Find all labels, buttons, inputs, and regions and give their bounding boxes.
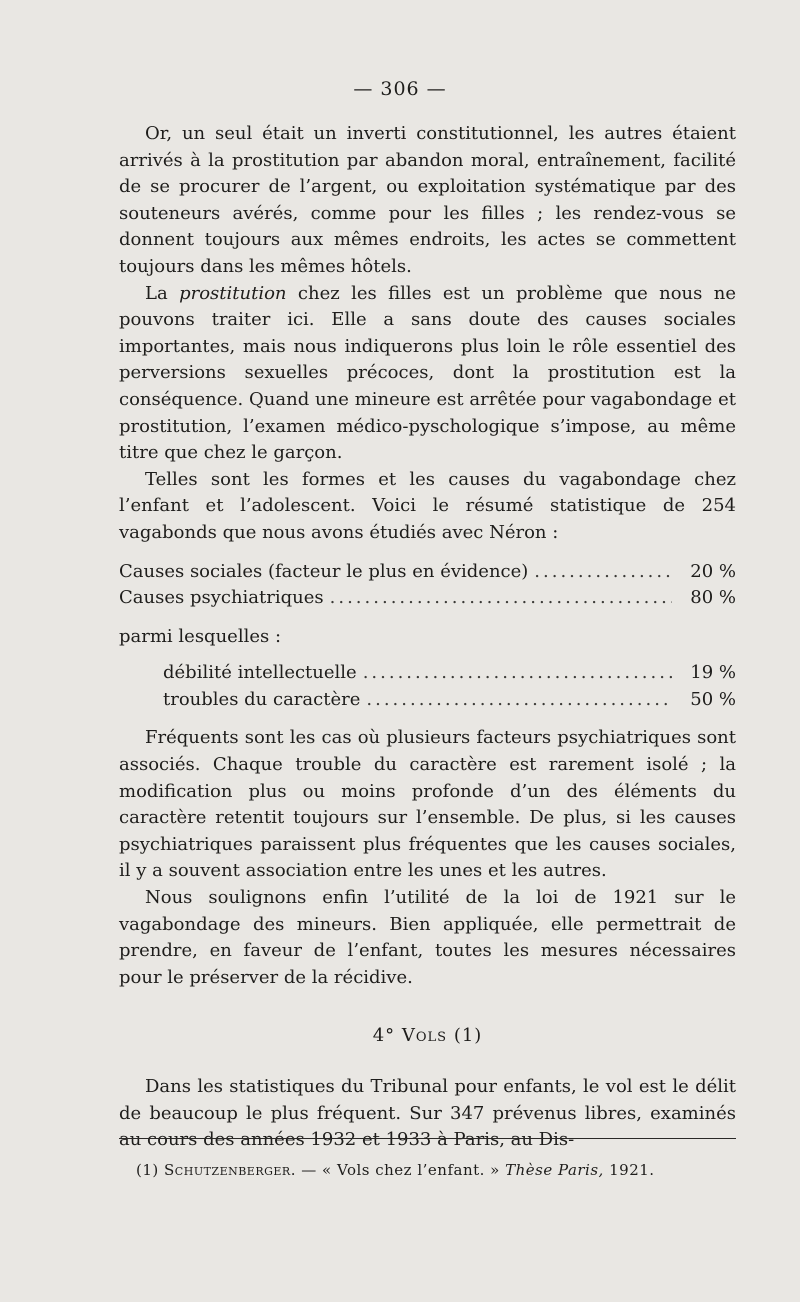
section-heading <box>119 1023 736 1050</box>
dot-leader <box>330 585 672 612</box>
body-text <box>119 121 736 1154</box>
dot-leader <box>534 559 672 586</box>
footnote-year: 1921. <box>609 1161 655 1179</box>
footnote-source: Thèse Paris, <box>505 1161 604 1179</box>
paragraph-inverti: Or, un seul était un inverti constitutionnel, les autres étaient arrivés à la prostitution par abandon moral, entraînement, facilité de se procurer de l’argent, ou exploitation systématique par des souteneurs avérés, comme pour les filles ; les rendez-vous se donnent toujours aux mêmes endroits, les actes se commettent toujours dans les mêmes hôtels. <box>119 123 736 277</box>
stat-row-character-disorders <box>119 687 736 714</box>
dot-leader <box>363 660 672 687</box>
stat-label: débilité intellectuelle <box>163 662 357 684</box>
paragraph-prostitution-lead: La <box>145 282 180 304</box>
stat-label: troubles du caractère <box>163 688 361 710</box>
footnote-dash: — <box>301 1161 317 1179</box>
paragraph-prostitution-rest: chez les filles est un problème que nous ne pouvons traiter ici. Elle a sans doute des causes sociales importantes, mais nous indiquerons plus loin le rôle essentiel des perversions sexuelles précoces, dont la prostitution est la conséquence. Quand une mineure est arrêtée pour vagabondage et prostitution, l’examen médico-pyschologique s’impose, au même titre que chez le garçon. <box>119 282 737 464</box>
stat-value: 50 % <box>690 688 736 710</box>
stat-label: Causes psychiatriques <box>119 587 324 609</box>
footnote-title: « Vols chez l’enfant. » <box>322 1161 500 1179</box>
paragraph-associated-factors: Fréquents sont les cas où plusieurs facteurs psychiatriques sont associés. Chaque trouble du caractère est rarement isolé ; la modification plus ou moins profonde d’un des éléments du caractère retentit toujours sur l’ensemble. De plus, si les causes psychiatriques paraissent plus fréquentes que les causes sociales, il y a souvent association entre les unes et les autres. <box>119 727 736 882</box>
stat-label: Causes sociales (facteur le plus en évidence) <box>119 560 529 582</box>
stat-value: 80 % <box>690 587 736 609</box>
paragraph-prostitution <box>119 281 736 467</box>
stat-row-social-causes <box>119 559 736 586</box>
footnote-divider <box>119 1138 736 1139</box>
section-title: Vols <box>401 1025 448 1047</box>
paragraph-summary-intro: Telles sont les formes et les causes du vagabondage chez l’enfant et l’adolescent. Voici le résumé statistique de 254 vagabonds que nous avons étudiés avec Néron : <box>119 468 736 543</box>
stat-row-psychiatric-causes <box>119 585 736 612</box>
stat-sub-heading: parmi lesquelles : <box>119 625 282 647</box>
prostitution-emphasis: prostitution <box>179 282 287 304</box>
footnote <box>136 1161 736 1179</box>
statistics-table <box>119 559 736 714</box>
paragraph-theft-statistics: Dans les statistiques du Tribunal pour enfants, le vol est le délit de beaucoup le plus fréquent. Sur 347 prévenus libres, examinés au cours des années 1932 et 1933 à Paris, au Dis- <box>119 1076 736 1151</box>
page-number: — 306 — <box>353 78 447 100</box>
footnote-author: Schutzenberger. <box>164 1161 296 1179</box>
stat-value: 20 % <box>690 560 736 582</box>
dot-leader <box>366 687 672 714</box>
footnote-reference: (1) <box>453 1025 483 1047</box>
paragraph-law-1921: Nous soulignons enfin l’utilité de la loi de 1921 sur le vagabondage des mineurs. Bien appliquée, elle permettrait de prendre, en faveur de l’enfant, toutes les mesures nécessaires pour le préserver de la récidive. <box>119 887 736 988</box>
section-number: 4° <box>372 1025 396 1047</box>
stat-row-intellectual-debility <box>119 660 736 687</box>
stat-value: 19 % <box>690 662 736 684</box>
footnote-marker: (1) <box>136 1161 159 1179</box>
